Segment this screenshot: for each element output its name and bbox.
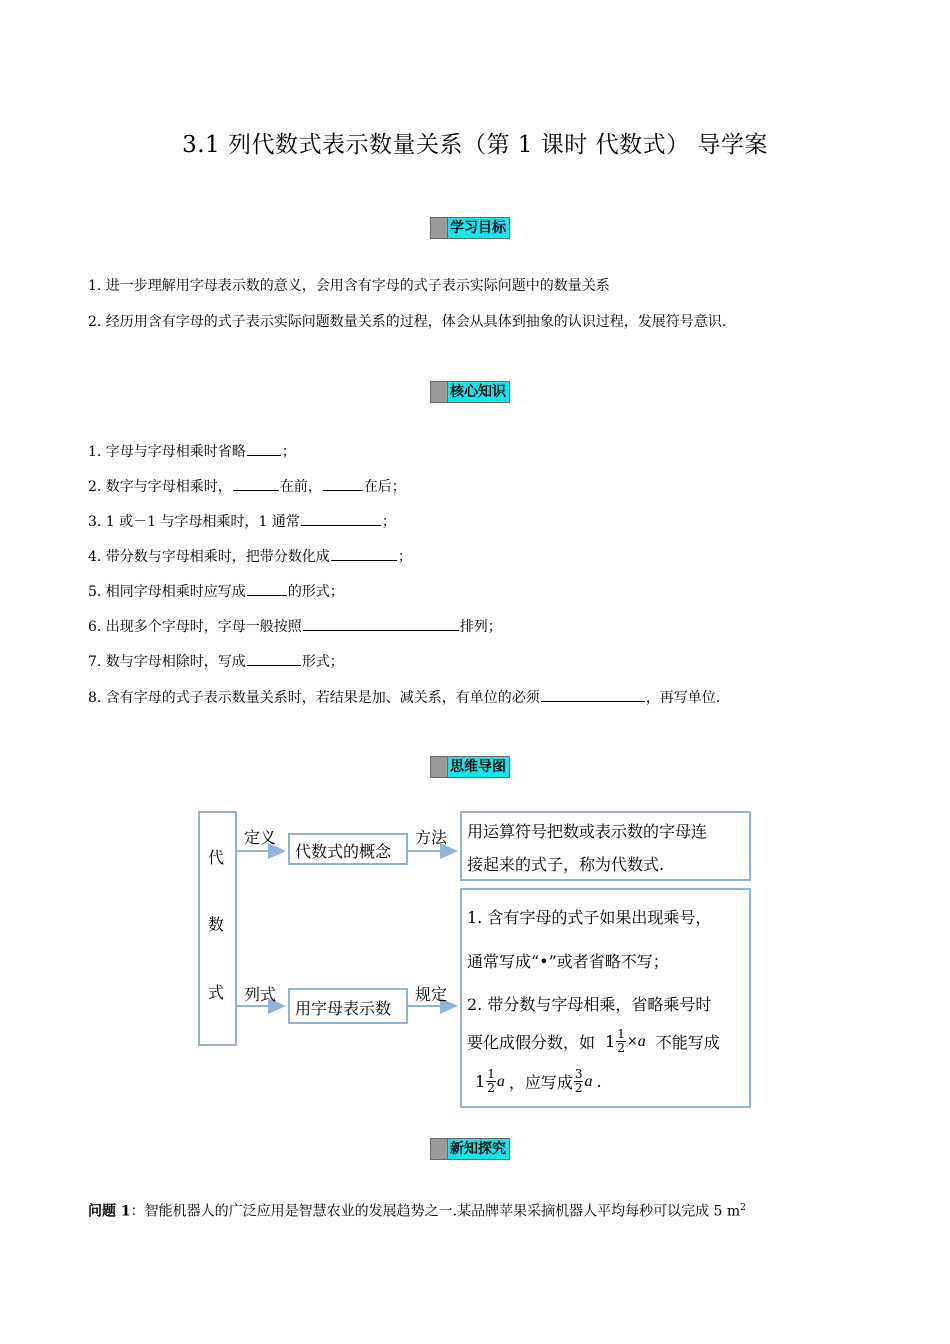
knowledge-item: 6. 出现多个字母时，字母一般按照 排列； [88, 616, 502, 637]
branch-label-definition: 定义 [244, 828, 277, 847]
root-char: 代 [208, 848, 225, 867]
fraction: $\frac{1}{2}$ [487, 1067, 495, 1095]
root-char: 数 [208, 915, 225, 934]
knowledge-item: 8. 含有字母的式子表示数量关系时，若结果是加、减关系，有单位的必须 ，再写单位. [88, 687, 720, 708]
rule-text: 通常写成“•”或者省略不写； [467, 952, 669, 971]
problem-label: 问题 1 [88, 1203, 131, 1220]
section-knowledge-text: 核心知识 [447, 381, 510, 403]
knowledge-item: 2. 数字与字母相乘时， 在前， 在后； [88, 476, 406, 497]
section-explore-text: 新知探究 [447, 1138, 510, 1160]
rule-text-example: 要化成假分数，如 1 $\frac{1}{2}$ × a 不能写成 [467, 1027, 720, 1055]
knowledge-item: 3. 1 或－1 与字母相乘时，1 通常 ； [88, 511, 396, 532]
knowledge-item: 7. 数与字母相除时，写成 形式； [88, 651, 344, 672]
goal-item: 2. 经历用含有字母的式子表示实际问题数量关系的过程，体会从具体到抽象的认识过程，发展符号意识. [88, 314, 727, 330]
concept-node-text: 代数式的概念 [295, 842, 392, 861]
knowledge-item: 1. 字母与字母相乘时省略 ； [88, 441, 296, 462]
knowledge-item: 4. 带分数与字母相乘时，把带分数化成 ； [88, 546, 412, 567]
knowledge-item: 5. 相同字母相乘时应写成 的形式； [88, 581, 344, 602]
rule-text-example: 1 $\frac{1}{2}$ a ，应写成 $\frac{3}{2}$ a . [475, 1067, 602, 1095]
rule-text: 2. 带分数与字母相乘，省略乘号时 [467, 995, 712, 1014]
root-char: 式 [208, 983, 225, 1002]
problem-superscript: 2 [740, 1203, 746, 1213]
fraction: $\frac{3}{2}$ [574, 1067, 583, 1095]
section-mindmap-text: 思维导图 [447, 756, 510, 778]
fraction: $\frac{1}{2}$ [617, 1027, 625, 1055]
problem-text: ：智能机器人的广泛应用是智慧农业的发展趋势之一.某品牌苹果采摘机器人平均每秒可以完成 5 m [130, 1203, 741, 1220]
letters-node-text: 用字母表示数 [295, 999, 392, 1018]
section-label-explore [430, 1138, 510, 1160]
branch-label-rule: 规定 [415, 985, 448, 1004]
definition-text: 接起来的式子，称为代数式. [467, 855, 665, 874]
section-goals-text: 学习目标 [447, 217, 510, 239]
branch-label-method: 方法 [415, 828, 448, 847]
page-title: 3.1 列代数式表示数量关系（第 1 课时 代数式） 导学案 [182, 132, 768, 158]
rule-text: 1. 含有字母的式子如果出现乘号， [467, 908, 712, 927]
branch-label-formula: 列式 [244, 985, 277, 1004]
definition-text: 用运算符号把数或表示数的字母连 [467, 822, 708, 841]
problem-1 [88, 1198, 746, 1222]
goal-item: 1. 进一步理解用字母表示数的意义，会用含有字母的式子表示实际问题中的数量关系 [88, 278, 610, 294]
